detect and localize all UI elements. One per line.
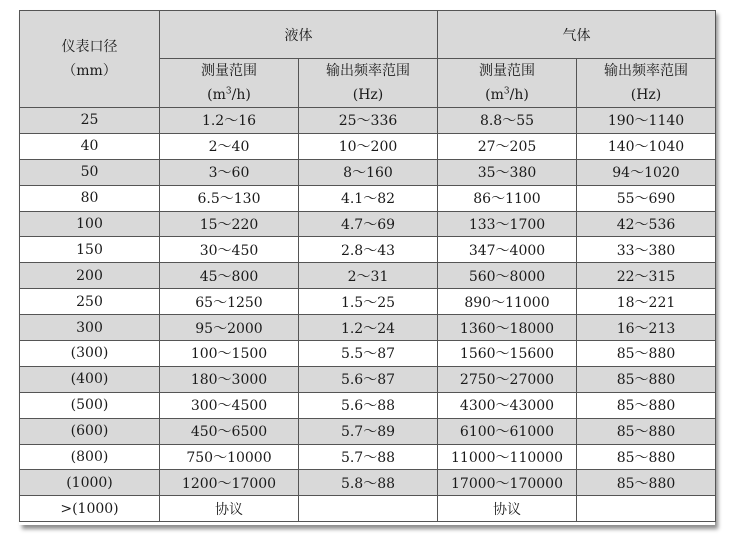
table-row — [20, 159, 716, 185]
liquid-freq-range-cell: 5.6～88 — [299, 392, 438, 418]
gas-freq-range-cell: 85～880 — [577, 418, 716, 444]
gas-freq-range-header — [577, 59, 716, 108]
liquid-flow-range-cell: 450～6500 — [160, 418, 299, 444]
gas-freq-range-cell: 22～315 — [577, 263, 716, 289]
liquid-flow-range-cell: 95～2000 — [160, 315, 299, 341]
gas-flow-range-cell: 8.8～55 — [438, 108, 577, 134]
gas-measure-range-header — [438, 59, 577, 108]
freq-unit: (Hz) — [630, 87, 662, 103]
liquid-freq-range-cell: 10～200 — [299, 133, 438, 159]
diameter-cell: (300) — [20, 341, 160, 367]
freq-range-label: 输出频率范围 — [604, 63, 688, 79]
gas-freq-range-cell: 42～536 — [577, 211, 716, 237]
liquid-flow-range-cell: 2～40 — [160, 133, 299, 159]
freq-range-label: 输出频率范围 — [326, 63, 410, 79]
gas-freq-range-cell: 55～690 — [577, 185, 716, 211]
diameter-cell: 80 — [20, 185, 160, 211]
liquid-freq-range-cell: 5.6～87 — [299, 366, 438, 392]
liquid-freq-range-cell — [299, 496, 438, 522]
diameter-cell: (800) — [20, 444, 160, 470]
liquid-freq-range-cell: 4.1～82 — [299, 185, 438, 211]
diameter-cell: 250 — [20, 289, 160, 315]
gas-flow-range-cell: 35～380 — [438, 159, 577, 185]
liquid-flow-range-cell: 180～3000 — [160, 366, 299, 392]
measure-range-label: 测量范围 — [479, 63, 535, 79]
flow-meter-spec-table — [19, 10, 716, 522]
table-row — [20, 392, 716, 418]
table-row — [20, 341, 716, 367]
liquid-measure-range-header — [160, 59, 299, 108]
table-row — [20, 289, 716, 315]
flow-unit: $(m^3/h)$ — [207, 86, 251, 103]
table-row — [20, 185, 716, 211]
diameter-cell: 100 — [20, 211, 160, 237]
diameter-cell: (600) — [20, 418, 160, 444]
liquid-freq-range-cell: 5.7～88 — [299, 444, 438, 470]
flow-unit: $(m^3/h)$ — [485, 86, 529, 103]
liquid-freq-range-cell: 5.5～87 — [299, 341, 438, 367]
diameter-cell: 150 — [20, 237, 160, 263]
gas-flow-range-cell: 347～4000 — [438, 237, 577, 263]
gas-flow-range-cell: 6100～61000 — [438, 418, 577, 444]
liquid-freq-range-cell: 1.5～25 — [299, 289, 438, 315]
liquid-flow-range-cell: 6.5～130 — [160, 185, 299, 211]
gas-freq-range-cell: 18～221 — [577, 289, 716, 315]
table-row — [20, 108, 716, 134]
liquid-flow-range-cell: 1200～17000 — [160, 470, 299, 496]
liquid-flow-range-cell: 30～450 — [160, 237, 299, 263]
diameter-cell: 200 — [20, 263, 160, 289]
liquid-freq-range-cell: 2～31 — [299, 263, 438, 289]
table-row — [20, 496, 716, 522]
gas-flow-range-cell: 11000～110000 — [438, 444, 577, 470]
table-row — [20, 237, 716, 263]
diameter-cell: 40 — [20, 133, 160, 159]
liquid-freq-range-cell: 8～160 — [299, 159, 438, 185]
table-row — [20, 315, 716, 341]
liquid-freq-range-cell: 4.7～69 — [299, 211, 438, 237]
gas-freq-range-cell: 85～880 — [577, 366, 716, 392]
gas-flow-range-cell: 560～8000 — [438, 263, 577, 289]
spec-table-frame — [19, 10, 715, 525]
table-row — [20, 366, 716, 392]
gas-flow-range-cell: 4300～43000 — [438, 392, 577, 418]
diameter-label: 仪表口径 — [61, 39, 118, 55]
liquid-header: 液体 — [160, 11, 438, 59]
liquid-flow-range-cell: 3～60 — [160, 159, 299, 185]
liquid-flow-range-cell: 100～1500 — [160, 341, 299, 367]
liquid-freq-range-cell: 25～336 — [299, 108, 438, 134]
gas-flow-range-cell: 协议 — [438, 496, 577, 522]
diameter-cell: 50 — [20, 159, 160, 185]
freq-unit: (Hz) — [352, 87, 384, 103]
gas-freq-range-cell: 94～1020 — [577, 159, 716, 185]
table-row — [20, 263, 716, 289]
table-row — [20, 444, 716, 470]
diameter-cell: 300 — [20, 315, 160, 341]
gas-flow-range-cell: 17000～170000 — [438, 470, 577, 496]
gas-freq-range-cell: 85～880 — [577, 392, 716, 418]
gas-freq-range-cell: 16～213 — [577, 315, 716, 341]
diameter-cell: (500) — [20, 392, 160, 418]
liquid-flow-range-cell: 协议 — [160, 496, 299, 522]
table-row — [20, 470, 716, 496]
diameter-cell: >(1000) — [20, 496, 160, 522]
gas-flow-range-cell: 2750～27000 — [438, 366, 577, 392]
table-body — [20, 108, 716, 522]
liquid-flow-range-cell: 1.2～16 — [160, 108, 299, 134]
diameter-header — [20, 11, 160, 108]
gas-freq-range-cell: 85～880 — [577, 470, 716, 496]
diameter-cell: 25 — [20, 108, 160, 134]
liquid-freq-range-cell: 5.7～89 — [299, 418, 438, 444]
gas-flow-range-cell: 1360～18000 — [438, 315, 577, 341]
gas-flow-range-cell: 890～11000 — [438, 289, 577, 315]
diameter-unit: （mm） — [62, 63, 117, 79]
gas-freq-range-cell: 140～1040 — [577, 133, 716, 159]
gas-freq-range-cell — [577, 496, 716, 522]
gas-flow-range-cell: 1560～15600 — [438, 341, 577, 367]
liquid-freq-range-cell: 1.2～24 — [299, 315, 438, 341]
gas-flow-range-cell: 27～205 — [438, 133, 577, 159]
liquid-flow-range-cell: 300～4500 — [160, 392, 299, 418]
diameter-cell: (1000) — [20, 470, 160, 496]
gas-flow-range-cell: 86～1100 — [438, 185, 577, 211]
liquid-flow-range-cell: 750～10000 — [160, 444, 299, 470]
measure-range-label: 测量范围 — [201, 63, 257, 79]
liquid-flow-range-cell: 45～800 — [160, 263, 299, 289]
gas-freq-range-cell: 190～1140 — [577, 108, 716, 134]
liquid-freq-range-cell: 5.8～88 — [299, 470, 438, 496]
gas-freq-range-cell: 33～380 — [577, 237, 716, 263]
diameter-cell: (400) — [20, 366, 160, 392]
gas-freq-range-cell: 85～880 — [577, 444, 716, 470]
table-row — [20, 211, 716, 237]
liquid-flow-range-cell: 65～1250 — [160, 289, 299, 315]
gas-freq-range-cell: 85～880 — [577, 341, 716, 367]
liquid-flow-range-cell: 15～220 — [160, 211, 299, 237]
gas-flow-range-cell: 133～1700 — [438, 211, 577, 237]
gas-header: 气体 — [438, 11, 716, 59]
liquid-freq-range-header — [299, 59, 438, 108]
liquid-freq-range-cell: 2.8～43 — [299, 237, 438, 263]
table-row — [20, 133, 716, 159]
table-row — [20, 418, 716, 444]
